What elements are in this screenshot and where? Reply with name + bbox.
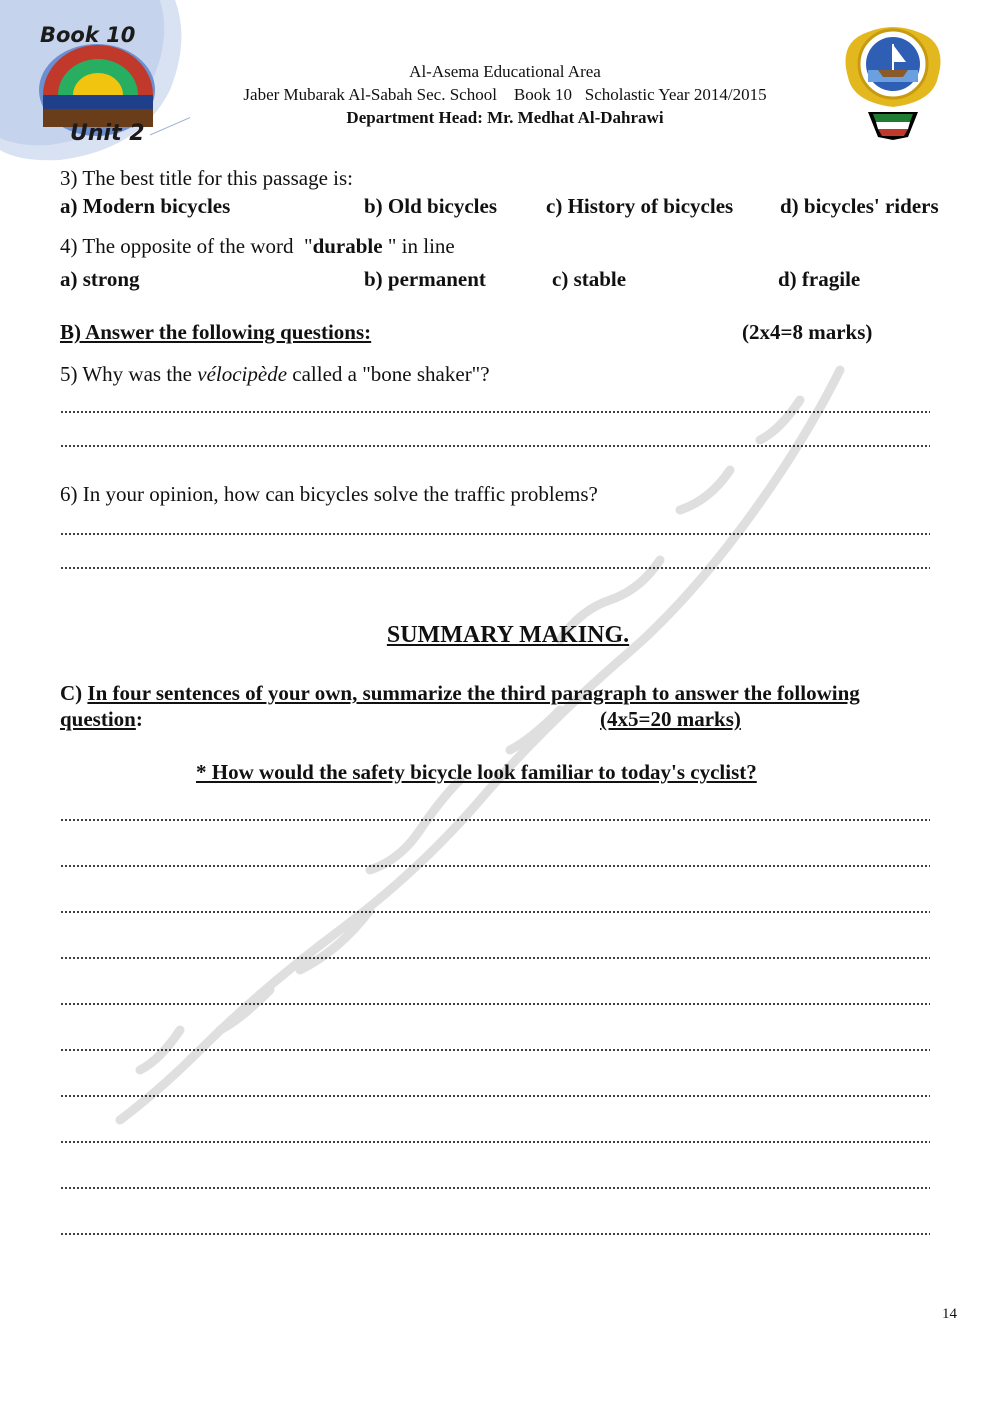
question-6-text: 6) In your opinion, how can bicycles solve the traffic problems? — [60, 482, 598, 506]
q4-option-d[interactable]: d) fragile — [778, 267, 861, 291]
q4-keyword: durable — [312, 234, 383, 258]
answer-line[interactable] — [60, 1186, 930, 1190]
summary-label: C) — [60, 681, 83, 705]
answer-line[interactable] — [60, 410, 930, 414]
q5-suffix: called a "bone shaker"? — [287, 362, 490, 386]
answer-line[interactable] — [60, 566, 930, 570]
q4-option-a[interactable]: a) strong — [60, 267, 140, 291]
answer-line[interactable] — [60, 1002, 930, 1006]
badge-title: Book 10 — [40, 23, 136, 47]
q4-prefix: 4) The opposite of the word " — [60, 234, 313, 258]
summary-marks: (4x5=20 marks) — [600, 707, 741, 731]
summary-question: * How would the safety bicycle look familiar to today's cyclist? — [196, 760, 757, 784]
q3-option-b[interactable]: b) Old bicycles — [364, 194, 498, 218]
answer-line[interactable] — [60, 864, 930, 868]
header-line-3: Department Head: Mr. Medhat Al-Dahrawi — [346, 108, 664, 127]
question-3-options — [0, 194, 992, 220]
question-3-text: 3) The best title for this passage is: — [60, 166, 353, 190]
badge-subtitle: Unit 2 — [70, 121, 145, 146]
summary-title: SUMMARY MAKING. — [386, 622, 630, 648]
q3-option-d[interactable]: d) bicycles' riders — [780, 194, 939, 218]
section-b-marks: (2x4=8 marks) — [742, 320, 873, 344]
answer-line[interactable] — [60, 956, 930, 960]
answer-line[interactable] — [60, 818, 930, 822]
q5-italic-word: vélocipède — [197, 362, 288, 386]
answer-line[interactable] — [60, 532, 930, 536]
summary-colon: : — [135, 707, 143, 731]
kuwait-emblem-icon — [838, 22, 948, 142]
q3-option-a[interactable]: a) Modern bicycles — [60, 194, 231, 218]
page-number: 14 — [942, 1306, 957, 1322]
question-4-options — [0, 267, 992, 293]
answer-line[interactable] — [60, 910, 930, 914]
answer-line[interactable] — [60, 1140, 930, 1144]
q5-prefix: 5) Why was the — [60, 362, 198, 386]
question-4-text — [60, 234, 455, 259]
summary-instruction-line2: question — [60, 707, 136, 731]
answer-line[interactable] — [60, 1048, 930, 1052]
q3-option-c[interactable]: c) History of bicycles — [546, 194, 734, 218]
summary-instruction-line1: In four sentences of your own, summarize the third paragraph to answer the following — [87, 681, 860, 705]
answer-line[interactable] — [60, 1094, 930, 1098]
header-line-2: Jaber Mubarak Al-Sabah Sec. School Book 10 Scholastic Year 2014/2015 — [243, 85, 767, 104]
answer-line[interactable] — [60, 1232, 930, 1236]
section-b-title: B) Answer the following questions: — [60, 320, 372, 344]
summary-instruction — [60, 680, 960, 732]
page-header — [150, 60, 860, 129]
q4-suffix: " in line — [382, 234, 455, 258]
q4-option-c[interactable]: c) stable — [552, 267, 627, 291]
answer-line[interactable] — [60, 444, 930, 448]
header-line-1: Al-Asema Educational Area — [409, 62, 601, 81]
q4-option-b[interactable]: b) permanent — [364, 267, 486, 291]
question-5-text — [60, 362, 490, 387]
calligraphy-watermark — [40, 330, 940, 1150]
